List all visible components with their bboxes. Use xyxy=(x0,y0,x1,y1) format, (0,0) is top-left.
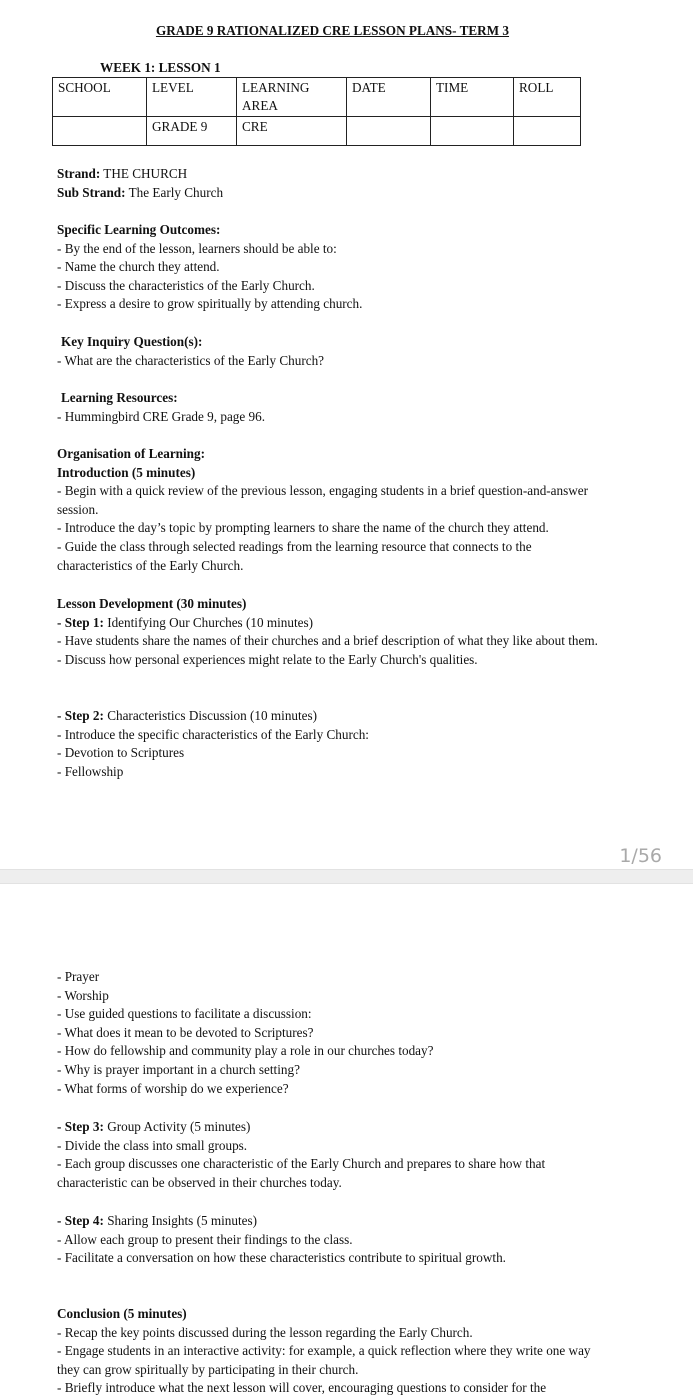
step4-section xyxy=(57,1212,617,1268)
list-item: - Why is prayer important in a church setting? xyxy=(57,1061,300,1077)
list-item: - Recap the key points discussed during the lesson regarding the Early Church. xyxy=(57,1324,473,1340)
key-inquiry-section xyxy=(57,333,617,370)
conclusion-section xyxy=(57,1305,605,1398)
step2-continued-section xyxy=(57,968,617,1098)
list-item: - Express a desire to grow spiritually by attending church. xyxy=(57,296,363,312)
list-item: - How do fellowship and community play a role in our churches today? xyxy=(57,1043,434,1059)
list-item: - Begin with a quick review of the previous lesson, engaging students in a brief question-and-answer session. xyxy=(57,483,589,517)
introduction-heading: Introduction (5 minutes) xyxy=(57,464,196,480)
step3-section xyxy=(57,1118,597,1192)
list-item: - Use guided questions to facilitate a discussion: xyxy=(57,1006,312,1022)
learning-resources-section xyxy=(57,389,617,426)
table-header-row xyxy=(53,78,581,117)
step-label: - Step 3: xyxy=(57,1119,104,1134)
table-cell xyxy=(431,117,514,146)
step-title: Sharing Insights (5 minutes) xyxy=(107,1213,258,1228)
section-heading: Conclusion (5 minutes) xyxy=(57,1306,187,1321)
table-cell xyxy=(53,117,147,146)
list-item: - Have students share the names of their churches and a brief description of what they like about them. xyxy=(57,633,598,649)
list-item: - What are the characteristics of the Early Church? xyxy=(57,352,325,368)
list-item: - Each group discusses one characteristic of the Early Church and prepares to share how that characteristic can be observed in their churches today. xyxy=(57,1156,546,1190)
list-item: - Engage students in an interactive activity: for example, a quick reflection where they write one way they can grow spiritually by participating in their church. xyxy=(57,1343,591,1377)
week-label: WEEK 1: LESSON 1 xyxy=(100,60,221,75)
strand-label: Strand: xyxy=(57,166,101,181)
list-item: - Discuss the characteristics of the Early Church. xyxy=(57,277,315,293)
step-label: - Step 2: xyxy=(57,708,104,723)
document-title: GRADE 9 RATIONALIZED CRE LESSON PLANS- TERM 3 xyxy=(155,23,510,38)
list-item: - Name the church they attend. xyxy=(57,259,220,275)
step2-section xyxy=(57,707,617,781)
list-item: - Introduce the specific characteristics of the Early Church: xyxy=(57,726,369,742)
list-item: - By the end of the lesson, learners should be able to: xyxy=(57,240,337,256)
table-cell: CRE xyxy=(237,117,347,146)
list-item: - Divide the class into small groups. xyxy=(57,1137,248,1153)
step-label: - Step 1: xyxy=(57,614,104,630)
list-item: - What forms of worship do we experience? xyxy=(57,1080,289,1096)
table-header-cell: DATE xyxy=(347,78,431,117)
list-item: - Prayer xyxy=(57,969,100,984)
table-row xyxy=(53,117,581,146)
page-separator xyxy=(0,869,693,884)
step-title: Characteristics Discussion (10 minutes) xyxy=(107,708,318,723)
document-page-2 xyxy=(0,884,693,1396)
table-header-cell: ROLL xyxy=(514,78,581,117)
table-cell: GRADE 9 xyxy=(147,117,237,146)
list-item: - Briefly introduce what the next lesson will cover, encouraging questions to consider for the xyxy=(57,1380,547,1396)
strand-section xyxy=(57,165,617,202)
list-item: - Guide the class through selected readings from the learning resource that connects to the characteristics of the Early Church. xyxy=(57,538,532,573)
step-title: Identifying Our Churches (10 minutes) xyxy=(107,614,314,630)
list-item: - Introduce the day’s topic by prompting learners to share the name of the church they attend. xyxy=(57,520,549,536)
section-heading: Organisation of Learning: xyxy=(57,446,205,461)
lesson-info-table xyxy=(52,77,581,146)
list-item: - Facilitate a conversation on how these characteristics contribute to spiritual growth. xyxy=(57,1250,506,1266)
table-cell xyxy=(347,117,431,146)
list-item: - What does it mean to be devoted to Scriptures? xyxy=(57,1024,314,1040)
list-item: - Discuss how personal experiences might relate to the Early Church's qualities. xyxy=(57,651,478,667)
strand-value: THE CHURCH xyxy=(103,166,188,181)
table-header-cell: TIME xyxy=(431,78,514,117)
section-heading: Learning Resources: xyxy=(61,390,178,405)
learning-outcomes-section xyxy=(57,221,617,314)
sub-strand-label: Sub Strand: xyxy=(57,184,126,200)
list-item: - Allow each group to present their findings to the class. xyxy=(57,1231,353,1247)
learning-area-header: LEARNING AREA xyxy=(242,80,310,113)
table-header-cell xyxy=(237,78,347,117)
step-title: Group Activity (5 minutes) xyxy=(107,1119,251,1134)
section-heading: Key Inquiry Question(s): xyxy=(61,334,203,349)
step-label: - Step 4: xyxy=(57,1213,104,1228)
table-header-cell: SCHOOL xyxy=(53,78,147,117)
lesson-development-section xyxy=(57,595,605,669)
list-item: - Hummingbird CRE Grade 9, page 96. xyxy=(57,408,266,424)
list-item: - Fellowship xyxy=(57,763,124,779)
section-heading: Specific Learning Outcomes: xyxy=(57,222,221,237)
list-item: - Devotion to Scriptures xyxy=(57,745,185,761)
page-indicator: 1/56 xyxy=(619,845,662,867)
organisation-section xyxy=(57,445,602,575)
sub-strand-value: The Early Church xyxy=(128,184,224,200)
table-cell xyxy=(514,117,581,146)
section-heading: Lesson Development (30 minutes) xyxy=(57,596,247,611)
list-item: - Worship xyxy=(57,987,109,1003)
table-header-cell: LEVEL xyxy=(147,78,237,117)
